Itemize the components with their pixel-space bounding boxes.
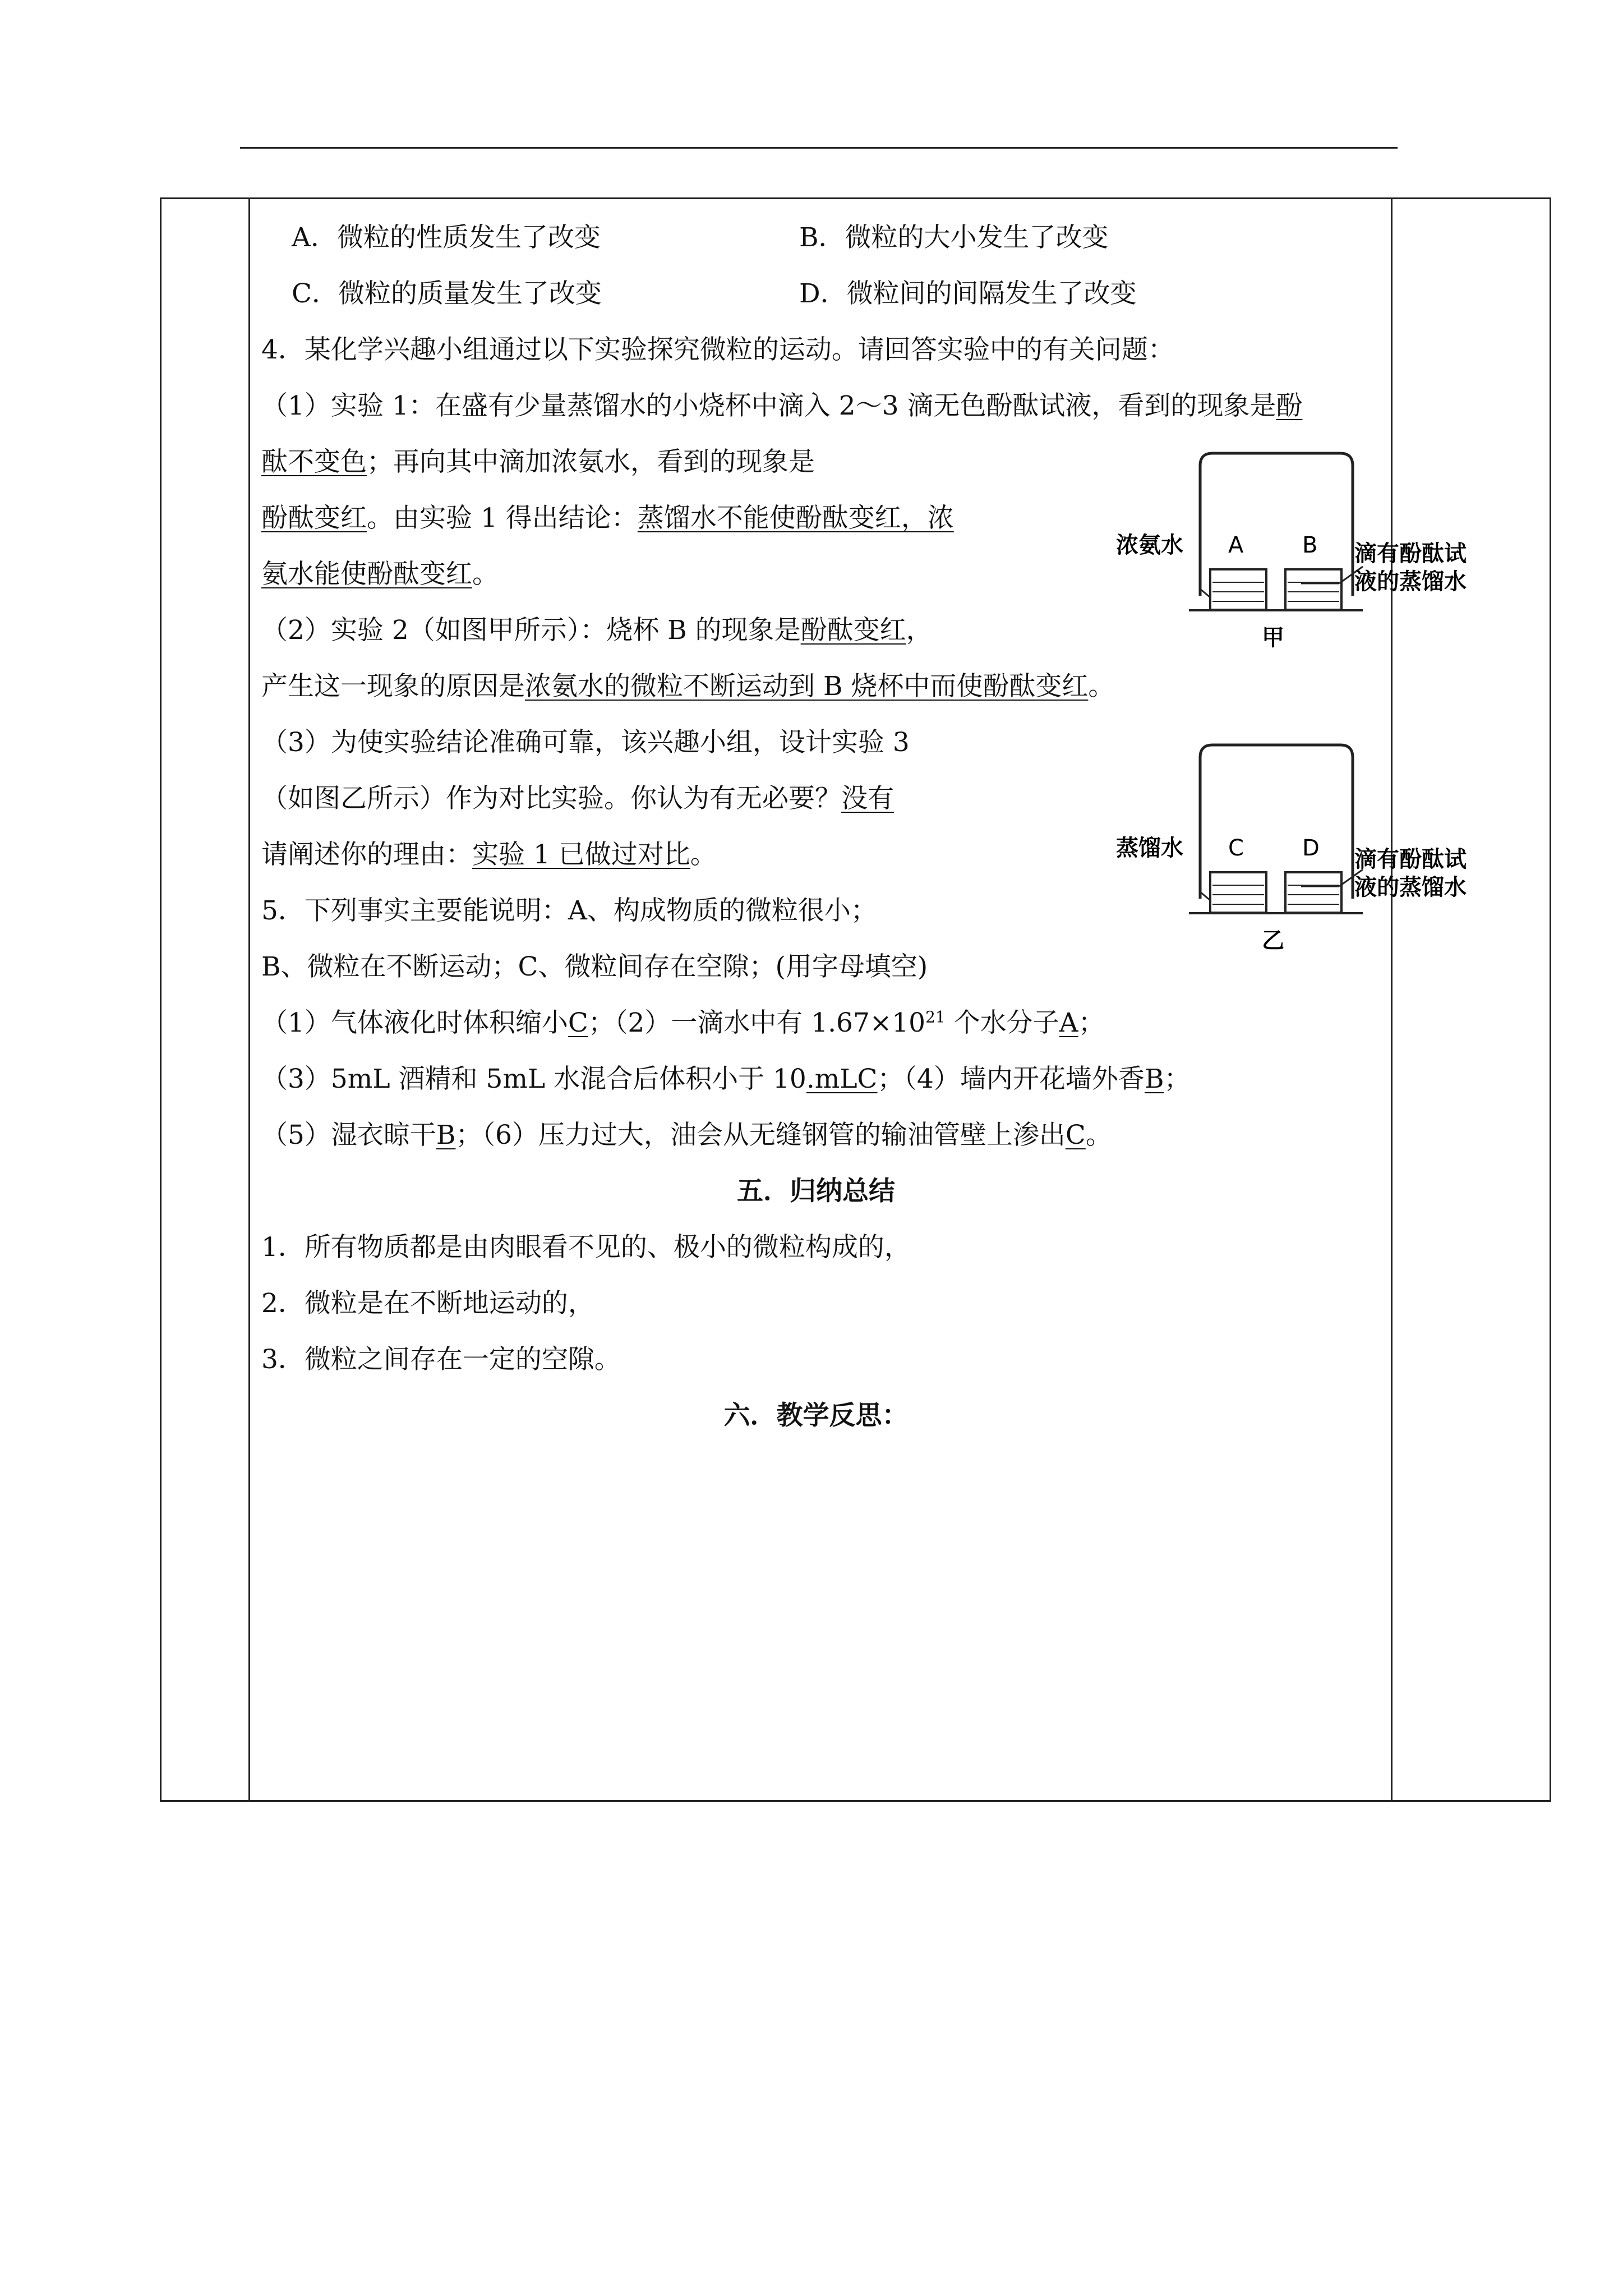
yi-beaker-c: C (1228, 835, 1244, 861)
q4-part2-text-b: ， (906, 615, 933, 646)
q5-l2-answer-2: B (1144, 1064, 1164, 1094)
q4-part1-text: （1）实验 1：在盛有少量蒸馏水的小烧杯中滴入 2～3 滴无色酚酞试液，看到的现象是 (261, 390, 1276, 421)
q5-l2-end: ； (1164, 1064, 1191, 1094)
q5-l2-answer-1: .mLC (806, 1064, 878, 1094)
q4-part1-line3 (261, 490, 954, 546)
jia-right-label-1: 滴有酚酞试 (1354, 541, 1467, 567)
q4-part3-line1: （3）为使实验结论准确可靠，该兴趣小组，设计实验 3 (261, 727, 910, 758)
q4-part3-text-c: 请阐述你的理由： (261, 839, 472, 870)
q4-part2-line1 (261, 602, 933, 659)
q4-part1-answer-2: 酚酞变红 (261, 503, 367, 533)
jia-beaker-b: B (1302, 532, 1318, 558)
experiment-figure-yi (1116, 740, 1467, 970)
table-left-divider (248, 197, 250, 1802)
q4-part1-end: 。 (472, 559, 499, 590)
q4-part2-end: 。 (1088, 671, 1115, 702)
q5-l3-end: 。 (1085, 1120, 1112, 1151)
q5-l1-answer-2: A (1059, 1007, 1078, 1038)
q5-l3-answer-2: C (1065, 1120, 1086, 1151)
q5-l1-answer-1: C (568, 1007, 588, 1038)
q4-part3-text-b: （如图乙所示）作为对比实验。你认为有无必要？ (261, 783, 841, 814)
q5-l1-exponent: 21 (925, 1007, 946, 1027)
q5-l1-end: ； (1078, 1007, 1105, 1038)
summary-item-3: 3．微粒之间存在一定的空隙。 (261, 1344, 621, 1375)
option-a: A．微粒的性质发生了改变 (292, 222, 601, 253)
summary-item-1: 1．所有物质都是由肉眼看不见的、极小的微粒构成的， (261, 1232, 911, 1263)
q4-part1-answer-1b: 酞不变色 (261, 447, 367, 477)
experiment-figure-jia (1116, 449, 1467, 679)
q5-l1-text-c: 个水分子 (945, 1007, 1059, 1038)
q5-stem-2: B、微粒在不断运动；C、微粒间存在空隙；(用字母填空) (261, 951, 928, 982)
q5-line-3 (261, 1107, 1112, 1163)
jia-left-label: 浓氨水 (1116, 532, 1183, 558)
option-d: D．微粒间的间隔发生了改变 (799, 278, 1137, 309)
q4-part3-line3 (261, 827, 717, 883)
q4-part1-answer-3b: 氨水能使酚酞变红 (261, 559, 472, 590)
q4-part2-answer-2: 浓氨水的微粒不断运动到 B 烧杯中而使酚酞变红 (525, 671, 1089, 702)
q4-part1-line2 (261, 434, 815, 490)
q5-l3-text-b: ；（6）压力过大，油会从无缝钢管的输油管壁上渗出 (455, 1120, 1066, 1151)
q5-l1-text-b: ；（2）一滴水中有 1.67×10 (588, 1007, 926, 1038)
jia-beaker-a: A (1228, 532, 1244, 558)
yi-right-label-2: 液的蒸馏水 (1354, 875, 1467, 900)
q4-part1-answer-3a: 蒸馏水不能使酚酞变红，浓 (637, 503, 954, 533)
yi-caption: 乙 (1262, 928, 1284, 954)
q4-part2-answer-1: 酚酞变红 (800, 615, 906, 646)
q5-l2-text-b: ；（4）墙内开花墙外香 (877, 1064, 1145, 1094)
q5-l1-text: （1）气体液化时体积缩小 (261, 1007, 568, 1038)
q4-part1-text-c: 。由实验 1 得出结论： (367, 503, 638, 533)
q5-l3-answer-1: B (436, 1120, 456, 1151)
q4-part1-text-b: ；再向其中滴加浓氨水，看到的现象是 (367, 447, 815, 477)
header-rule (240, 147, 1398, 149)
q4-stem: 4．某化学兴趣小组通过以下实验探究微粒的运动。请回答实验中的有关问题： (261, 334, 1174, 365)
q4-part3-answer-1: 没有 (841, 783, 894, 814)
q5-stem-1: 5．下列事实主要能说明：A、构成物质的微粒很小； (261, 895, 877, 926)
jia-caption: 甲 (1262, 625, 1284, 651)
jia-right-label-2: 液的蒸馏水 (1354, 569, 1467, 595)
summary-item-2: 2．微粒是在不断地运动的， (261, 1288, 594, 1319)
q5-line-1 (261, 995, 1105, 1051)
reflection-heading: 六．教学反思： (723, 1400, 909, 1431)
q4-part2-text: （2）实验 2（如图甲所示）：烧杯 B 的现象是 (261, 615, 801, 646)
q4-part2-text-c: 产生这一现象的原因是 (261, 671, 525, 702)
table-right-divider (1391, 197, 1393, 1802)
yi-beaker-d: D (1302, 835, 1320, 861)
q4-part1-line4 (261, 546, 499, 602)
summary-heading: 五．归纳总结 (737, 1176, 895, 1207)
q4-part3-line2 (261, 771, 894, 827)
q4-part3-end: 。 (690, 839, 717, 870)
q4-part1-answer-1a: 酚 (1276, 390, 1303, 421)
yi-left-label: 蒸馏水 (1116, 835, 1183, 861)
q4-part2-line2 (261, 659, 1114, 715)
option-b: B．微粒的大小发生了改变 (799, 222, 1109, 253)
q4-part3-answer-2: 实验 1 已做过对比 (472, 839, 690, 870)
yi-right-label-1: 滴有酚酞试 (1354, 846, 1467, 872)
q5-l3-text: （5）湿衣晾干 (261, 1120, 436, 1151)
q4-part1-line1 (261, 378, 1302, 434)
q5-line-2 (261, 1051, 1190, 1107)
q5-l2-text: （3）5mL 酒精和 5mL 水混合后体积小于 10 (261, 1064, 806, 1094)
option-c: C．微粒的质量发生了改变 (292, 278, 602, 309)
